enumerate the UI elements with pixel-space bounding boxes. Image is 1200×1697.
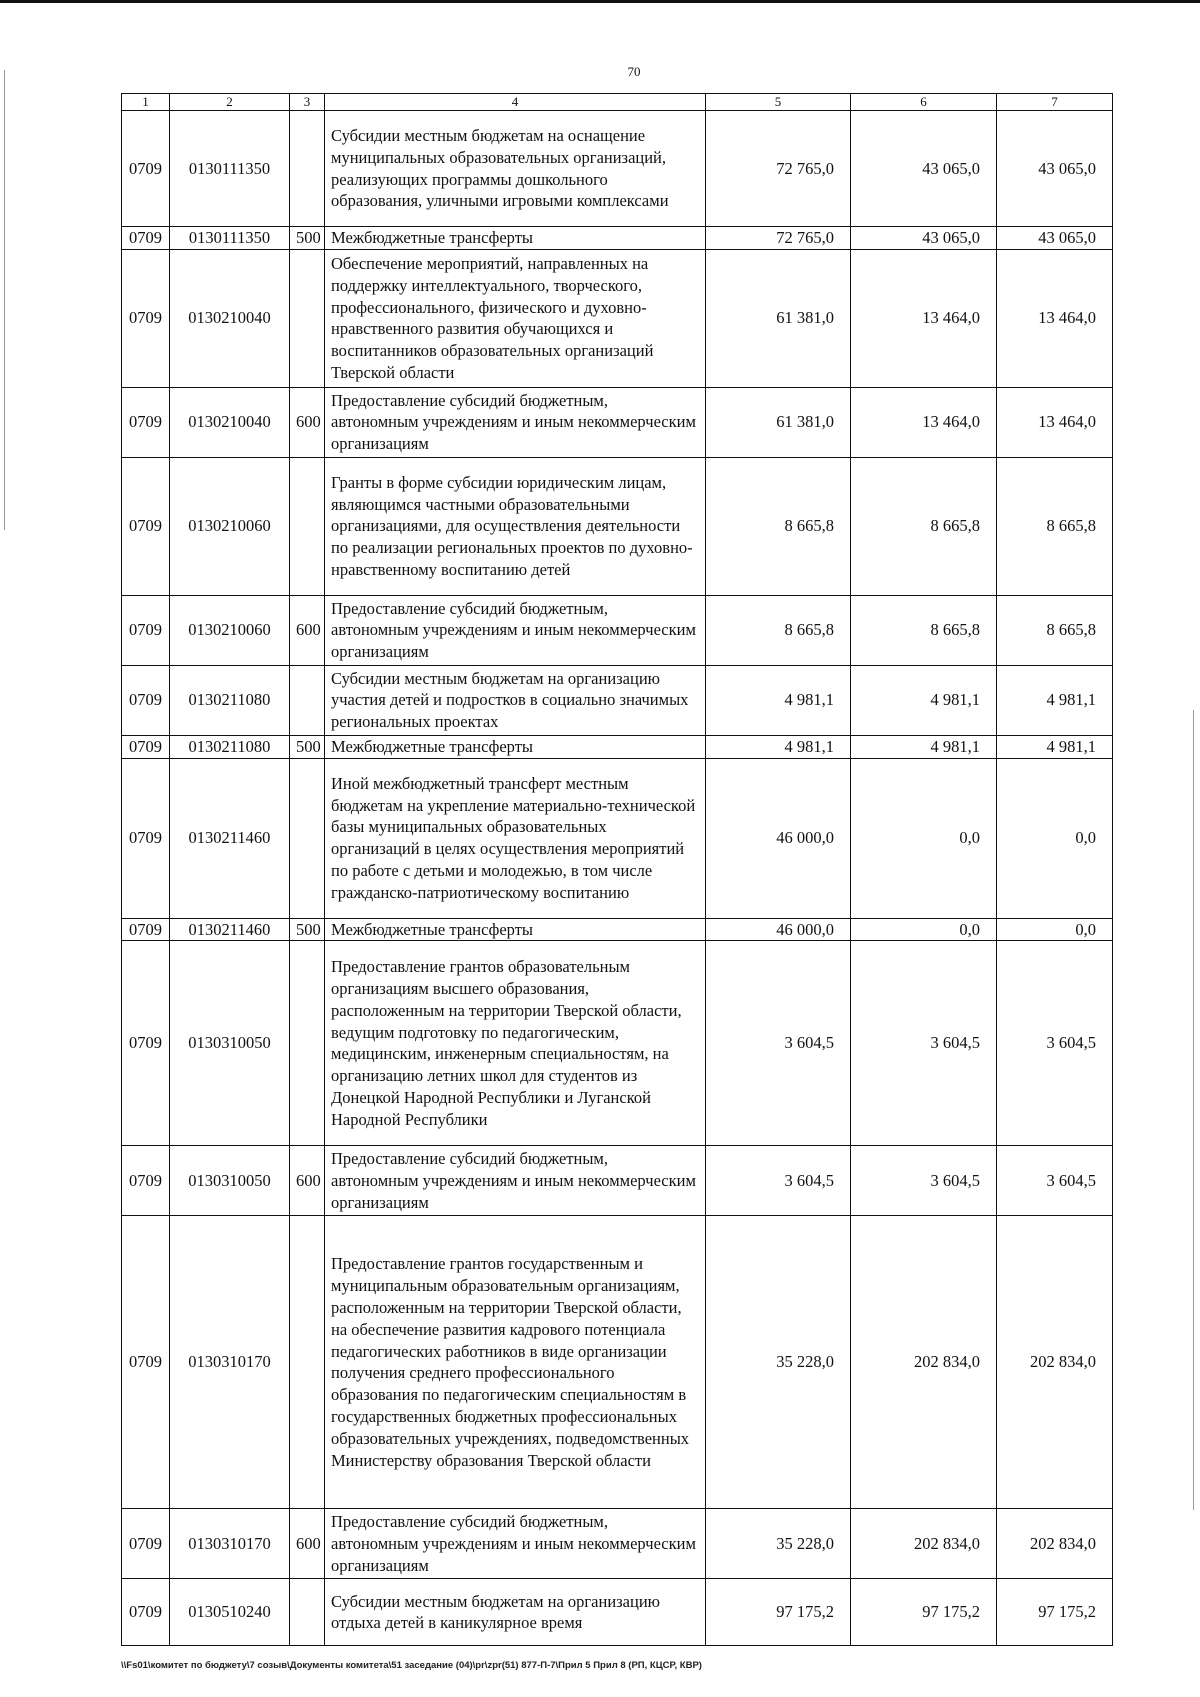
section-code-cell: 0709 <box>122 758 170 918</box>
amount-col7-cell: 43 065,0 <box>997 111 1113 227</box>
amount-col7-cell: 202 834,0 <box>997 1216 1113 1509</box>
column-header: 7 <box>997 94 1113 111</box>
section-code-cell: 0709 <box>122 387 170 457</box>
target-article-cell: 0130211460 <box>170 758 290 918</box>
amount-col7-cell: 3 604,5 <box>997 1146 1113 1216</box>
amount-col6-cell: 97 175,2 <box>851 1579 997 1646</box>
section-code-cell: 0709 <box>122 1146 170 1216</box>
amount-col6-cell: 3 604,5 <box>851 1146 997 1216</box>
amount-col7-cell: 4 981,1 <box>997 735 1113 758</box>
target-article-cell: 0130210040 <box>170 249 290 387</box>
amount-col5-cell: 4 981,1 <box>706 665 851 735</box>
scan-margin-mark <box>1193 710 1194 1510</box>
column-header: 4 <box>325 94 706 111</box>
amount-col5-cell: 46 000,0 <box>706 918 851 941</box>
description-cell: Предоставление грантов образовательным организациям высшего образования, расположенным на территории Тверской области, ведущим подготовку по педагогическим, медицинским, инженерным специальностям, на организацию летних школ для студентов из Донецкой Народной Республики и Луганской Народной Республики <box>325 941 706 1146</box>
section-code-cell: 0709 <box>122 665 170 735</box>
target-article-cell: 0130211460 <box>170 918 290 941</box>
target-article-cell: 0130210060 <box>170 595 290 665</box>
amount-col5-cell: 3 604,5 <box>706 1146 851 1216</box>
amount-col5-cell: 97 175,2 <box>706 1579 851 1646</box>
section-code-cell: 0709 <box>122 1579 170 1646</box>
amount-col5-cell: 8 665,8 <box>706 457 851 595</box>
table-row <box>122 227 1113 250</box>
target-article-cell: 0130310170 <box>170 1509 290 1579</box>
amount-col6-cell: 202 834,0 <box>851 1216 997 1509</box>
description-cell: Предоставление субсидий бюджетным, автономным учреждениям и иным некоммерческим организациям <box>325 595 706 665</box>
scan-margin-mark <box>4 70 5 530</box>
table-row <box>122 735 1113 758</box>
amount-col7-cell: 4 981,1 <box>997 665 1113 735</box>
column-header: 1 <box>122 94 170 111</box>
description-cell: Предоставление субсидий бюджетным, автономным учреждениям и иным некоммерческим организациям <box>325 1146 706 1216</box>
description-cell: Субсидии местным бюджетам на организацию отдыха детей в каникулярное время <box>325 1579 706 1646</box>
amount-col7-cell: 8 665,8 <box>997 595 1113 665</box>
amount-col7-cell: 3 604,5 <box>997 941 1113 1146</box>
expense-type-cell: 500 <box>290 918 325 941</box>
table-header-row <box>122 94 1113 111</box>
amount-col6-cell: 43 065,0 <box>851 111 997 227</box>
section-code-cell: 0709 <box>122 111 170 227</box>
description-cell: Гранты в форме субсидии юридическим лицам, являющимся частными образовательными организациями, для осуществления деятельности по реализации региональных проектов по духовно-нравственному воспитанию детей <box>325 457 706 595</box>
target-article-cell: 0130111350 <box>170 111 290 227</box>
section-code-cell: 0709 <box>122 1216 170 1509</box>
target-article-cell: 0130310170 <box>170 1216 290 1509</box>
expense-type-cell <box>290 941 325 1146</box>
expense-type-cell: 500 <box>290 735 325 758</box>
section-code-cell: 0709 <box>122 918 170 941</box>
expense-type-cell: 600 <box>290 1146 325 1216</box>
amount-col5-cell: 46 000,0 <box>706 758 851 918</box>
description-cell: Предоставление субсидий бюджетным, автономным учреждениям и иным некоммерческим организациям <box>325 1509 706 1579</box>
section-code-cell: 0709 <box>122 1509 170 1579</box>
budget-table <box>121 93 1113 1646</box>
expense-type-cell: 600 <box>290 387 325 457</box>
target-article-cell: 0130211080 <box>170 735 290 758</box>
expense-type-cell: 600 <box>290 1509 325 1579</box>
amount-col7-cell: 0,0 <box>997 918 1113 941</box>
column-header: 2 <box>170 94 290 111</box>
column-header: 3 <box>290 94 325 111</box>
amount-col5-cell: 4 981,1 <box>706 735 851 758</box>
table-row <box>122 1579 1113 1646</box>
amount-col6-cell: 4 981,1 <box>851 665 997 735</box>
expense-type-cell <box>290 1216 325 1509</box>
amount-col6-cell: 13 464,0 <box>851 249 997 387</box>
section-code-cell: 0709 <box>122 941 170 1146</box>
target-article-cell: 0130210040 <box>170 387 290 457</box>
amount-col7-cell: 43 065,0 <box>997 227 1113 250</box>
target-article-cell: 0130111350 <box>170 227 290 250</box>
amount-col7-cell: 97 175,2 <box>997 1579 1113 1646</box>
amount-col7-cell: 202 834,0 <box>997 1509 1113 1579</box>
expense-type-cell: 600 <box>290 595 325 665</box>
amount-col6-cell: 13 464,0 <box>851 387 997 457</box>
amount-col7-cell: 13 464,0 <box>997 387 1113 457</box>
target-article-cell: 0130310050 <box>170 1146 290 1216</box>
table-row <box>122 1509 1113 1579</box>
scan-top-edge <box>0 0 1200 3</box>
amount-col7-cell: 0,0 <box>997 758 1113 918</box>
amount-col6-cell: 43 065,0 <box>851 227 997 250</box>
amount-col6-cell: 8 665,8 <box>851 457 997 595</box>
section-code-cell: 0709 <box>122 457 170 595</box>
expense-type-cell <box>290 1579 325 1646</box>
table-row <box>122 758 1113 918</box>
amount-col6-cell: 4 981,1 <box>851 735 997 758</box>
table-row <box>122 387 1113 457</box>
table-row <box>122 249 1113 387</box>
description-cell: Межбюджетные трансферты <box>325 735 706 758</box>
amount-col6-cell: 202 834,0 <box>851 1509 997 1579</box>
amount-col6-cell: 0,0 <box>851 918 997 941</box>
amount-col5-cell: 61 381,0 <box>706 387 851 457</box>
expense-type-cell <box>290 249 325 387</box>
expense-type-cell <box>290 457 325 595</box>
section-code-cell: 0709 <box>122 227 170 250</box>
section-code-cell: 0709 <box>122 595 170 665</box>
table-row <box>122 941 1113 1146</box>
amount-col5-cell: 8 665,8 <box>706 595 851 665</box>
description-cell: Субсидии местным бюджетам на оснащение муниципальных образовательных организаций, реализующих программы дошкольного образования, уличными игровыми комплексами <box>325 111 706 227</box>
description-cell: Предоставление грантов государственным и муниципальным образовательным организациям, расположенным на территории Тверской области, на обеспечение развития кадрового потенциала педагогических работников в виде организации получения среднего профессионального образования по педагогическим специальностям в государственных бюджетных профессиональных образовательных учреждениях, подведомственных Министерству образования Тверской области <box>325 1216 706 1509</box>
table-row <box>122 1146 1113 1216</box>
description-cell: Обеспечение мероприятий, направленных на поддержку интеллектуального, творческого, профессионального, физического и духовно-нравственного развития обучающихся и воспитанников образовательных организаций Тверской области <box>325 249 706 387</box>
table-row <box>122 665 1113 735</box>
amount-col5-cell: 35 228,0 <box>706 1216 851 1509</box>
section-code-cell: 0709 <box>122 249 170 387</box>
amount-col6-cell: 3 604,5 <box>851 941 997 1146</box>
column-header: 6 <box>851 94 997 111</box>
section-code-cell: 0709 <box>122 735 170 758</box>
amount-col5-cell: 72 765,0 <box>706 227 851 250</box>
expense-type-cell: 500 <box>290 227 325 250</box>
description-cell: Иной межбюджетный трансферт местным бюджетам на укрепление материально-технической базы муниципальных образовательных организаций в целях осуществления мероприятий по работе с детьми и молодежью, в том числе гражданско-патриотическому воспитанию <box>325 758 706 918</box>
amount-col7-cell: 13 464,0 <box>997 249 1113 387</box>
target-article-cell: 0130510240 <box>170 1579 290 1646</box>
expense-type-cell <box>290 665 325 735</box>
table-row <box>122 111 1113 227</box>
description-cell: Межбюджетные трансферты <box>325 227 706 250</box>
expense-type-cell <box>290 111 325 227</box>
table-row <box>122 918 1113 941</box>
description-cell: Межбюджетные трансферты <box>325 918 706 941</box>
table-row <box>122 595 1113 665</box>
amount-col6-cell: 0,0 <box>851 758 997 918</box>
description-cell: Субсидии местным бюджетам на организацию участия детей и подростков в социально значимых региональных проектах <box>325 665 706 735</box>
amount-col5-cell: 61 381,0 <box>706 249 851 387</box>
amount-col7-cell: 8 665,8 <box>997 457 1113 595</box>
description-cell: Предоставление субсидий бюджетным, автономным учреждениям и иным некоммерческим организациям <box>325 387 706 457</box>
amount-col6-cell: 8 665,8 <box>851 595 997 665</box>
table-row <box>122 457 1113 595</box>
amount-col5-cell: 72 765,0 <box>706 111 851 227</box>
page-number: 70 <box>627 64 641 79</box>
target-article-cell: 0130211080 <box>170 665 290 735</box>
file-path-footer: \\Fs01\комитет по бюджету\7 созыв\Документы комитета\51 заседание (04)\pr\zpr(51) 877-П-7\Прил 5 Прил 8 (РП, КЦСР, КВР) <box>121 1660 702 1671</box>
expense-type-cell <box>290 758 325 918</box>
target-article-cell: 0130310050 <box>170 941 290 1146</box>
column-header: 5 <box>706 94 851 111</box>
table-row <box>122 1216 1113 1509</box>
target-article-cell: 0130210060 <box>170 457 290 595</box>
amount-col5-cell: 35 228,0 <box>706 1509 851 1579</box>
amount-col5-cell: 3 604,5 <box>706 941 851 1146</box>
